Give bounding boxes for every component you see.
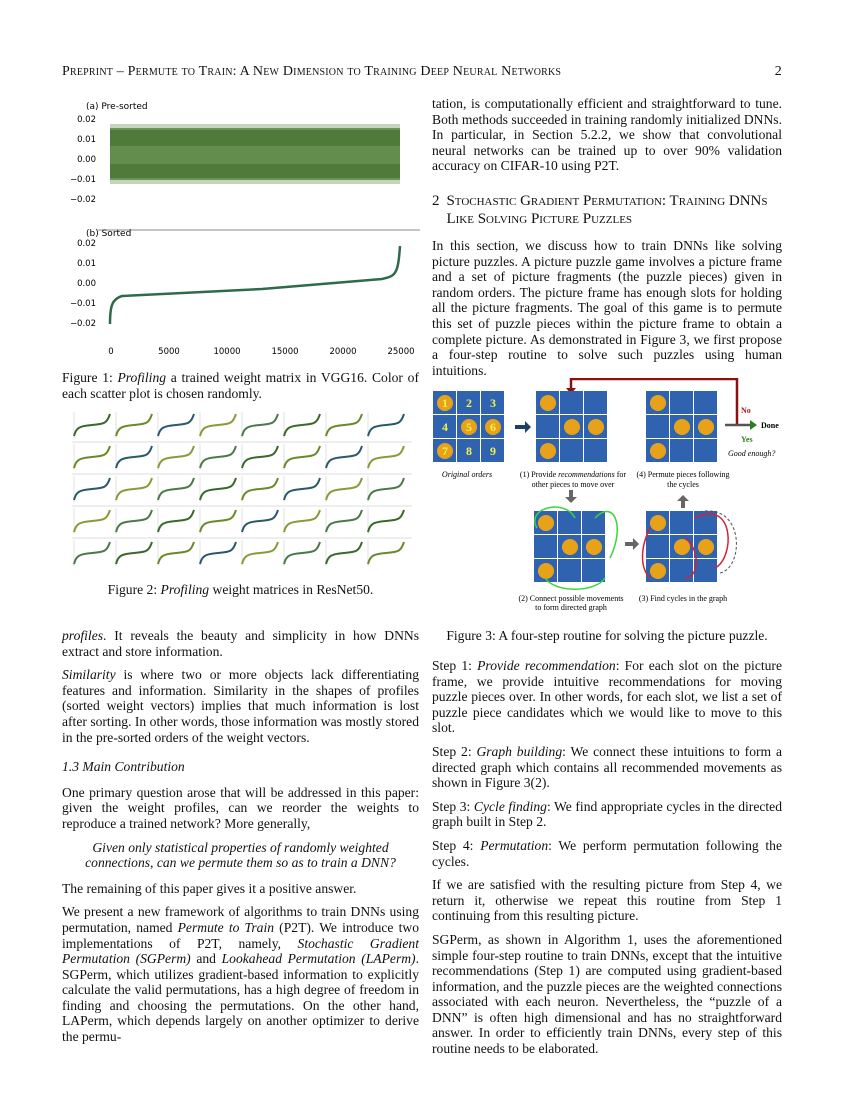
paragraph: One primary question arose that will be addressed in this paper: given the weight profiles, can we reorder the weights to reproduce a trained network? More generally, bbox=[62, 784, 419, 831]
profile-thumbnail bbox=[116, 508, 152, 534]
profile-thumbnail bbox=[200, 444, 236, 470]
svg-text:0.01: 0.01 bbox=[77, 259, 96, 269]
profile-thumbnail bbox=[242, 540, 278, 566]
panel-a-label: (a) Pre-sorted bbox=[86, 102, 148, 112]
svg-text:9: 9 bbox=[490, 444, 496, 458]
step-3: Step 3: Cycle finding: We find appropriate cycles in the directed graph built in Step 2. bbox=[432, 798, 782, 830]
puzzle-directed-graph bbox=[534, 511, 605, 582]
svg-text:3: 3 bbox=[490, 396, 496, 410]
svg-text:to form directed graph: to form directed graph bbox=[535, 603, 607, 612]
profile-thumbnail bbox=[74, 412, 110, 438]
step-4: Step 4: Permutation: We perform permutation following the cycles. bbox=[432, 837, 782, 869]
down-arrow bbox=[565, 490, 577, 503]
profile-thumbnail bbox=[200, 540, 236, 566]
svg-text:4: 4 bbox=[442, 420, 448, 434]
svg-text:5: 5 bbox=[466, 420, 472, 434]
profile-thumbnail bbox=[74, 508, 110, 534]
svg-text:7: 7 bbox=[442, 444, 448, 458]
profile-thumbnail bbox=[74, 444, 110, 470]
profile-thumbnail bbox=[368, 412, 404, 438]
profile-thumbnail bbox=[368, 444, 404, 470]
svg-text:−0.01: −0.01 bbox=[69, 175, 96, 185]
profile-thumbnail bbox=[242, 508, 278, 534]
paragraph: SGPerm, as shown in Algorithm 1, uses the aforementioned simple four-step routine to train DNNs, except that the intuitive recommendations (Step 1) are computed using gradient-based information, and the puzzle pieces are the weighted connections associated with each neuron. Nevertheless, the “puzzle of a DNN” is often high dimensional and has no straightforward answer. In order to efficiently train DNNs, every step of this routine needs to be elaborated. bbox=[432, 931, 782, 1057]
svg-text:Good enough?: Good enough? bbox=[728, 449, 776, 458]
svg-text:other pieces to move over: other pieces to move over bbox=[531, 480, 615, 489]
profile-thumbnail bbox=[74, 476, 110, 502]
figure-2 bbox=[72, 408, 412, 573]
header-title: Preprint – Permute to Train: A New Dimension to Training Deep Neural Networks bbox=[62, 64, 562, 79]
svg-text:0.02: 0.02 bbox=[77, 239, 96, 249]
profile-thumbnail bbox=[116, 412, 152, 438]
svg-text:5000: 5000 bbox=[158, 347, 180, 357]
section-heading: 2 Stochastic Gradient Permutation: Training DNNs Like Solving Picture Puzzles bbox=[432, 192, 768, 227]
svg-text:15000: 15000 bbox=[271, 347, 299, 357]
panel-a-yticks bbox=[70, 115, 96, 205]
paragraph: The remaining of this paper gives it a positive answer. bbox=[62, 880, 357, 896]
profile-thumbnail bbox=[158, 540, 194, 566]
subsection-heading: 1.3 Main Contribution bbox=[62, 759, 185, 775]
profile-thumbnail bbox=[326, 540, 362, 566]
profile-thumbnail bbox=[158, 444, 194, 470]
puzzle-cycles bbox=[646, 511, 717, 582]
profile-thumbnail bbox=[368, 540, 404, 566]
profile-thumbnail bbox=[116, 444, 152, 470]
profile-thumbnail bbox=[326, 476, 362, 502]
svg-text:0.00: 0.00 bbox=[77, 155, 96, 165]
figure-2-caption: Figure 2: Profiling weight matrices in ResNet50. bbox=[107, 582, 374, 597]
svg-text:10000: 10000 bbox=[213, 347, 241, 357]
label-step4: (4) Permute pieces following bbox=[636, 470, 730, 479]
svg-text:the cycles: the cycles bbox=[667, 480, 699, 489]
profile-thumbnail bbox=[284, 412, 320, 438]
figure-1-caption: Figure 1: Profiling a trained weight matrix in VGG16. Color of each scatter plot is chosen randomly. bbox=[62, 370, 419, 401]
paragraph: tation, is computationally efficient and straightforward to tune. Both methods succeeded in training randomly initialized DNNs. In particular, in Section 5.2.2, we show that convolutional neural networks can be trained up to over 90% validation accuracy on CIFAR-10 using P2T. bbox=[432, 96, 782, 174]
right-column-top bbox=[432, 96, 782, 386]
paragraph: If we are satisfied with the resulting picture from Step 4, we return it, otherwise we repeat this routine from Step 1 continuing from this resulting picture. bbox=[432, 877, 782, 924]
research-question: Given only statistical properties of randomly weighted connections, can we permute them so as to train a DNN? bbox=[85, 839, 396, 871]
svg-text:No: No bbox=[741, 406, 751, 415]
svg-text:0.01: 0.01 bbox=[77, 135, 96, 145]
profile-thumbnail bbox=[158, 476, 194, 502]
right-arrow bbox=[515, 421, 531, 433]
svg-text:Done: Done bbox=[761, 421, 779, 430]
profile-thumbnail bbox=[242, 476, 278, 502]
step-1: Step 1: Provide recommendation: For each slot on the picture frame, we provide intuitive recommendations for moving puzzle pieces over. In other words, for each slot, we list a set of puzzle piece candidates which we would like to move to this slot. bbox=[432, 658, 782, 736]
left-column-text bbox=[62, 628, 419, 1053]
svg-text:−0.02: −0.02 bbox=[69, 195, 96, 205]
puzzle-permuted bbox=[646, 391, 717, 462]
profile-thumbnail bbox=[284, 444, 320, 470]
x-axis-ticks bbox=[108, 347, 414, 357]
svg-text:−0.02: −0.02 bbox=[69, 319, 96, 329]
profile-thumbnail bbox=[242, 444, 278, 470]
right-arrow-2 bbox=[625, 538, 639, 550]
profile-thumbnail bbox=[326, 508, 362, 534]
profile-thumbnail bbox=[284, 476, 320, 502]
figure-3-caption: Figure 3: A four-step routine for solving the picture puzzle. bbox=[446, 628, 768, 643]
profile-thumbnail bbox=[116, 476, 152, 502]
profile-thumbnail bbox=[200, 412, 236, 438]
puzzle-original-orders bbox=[433, 391, 504, 462]
panel-b-yticks bbox=[70, 239, 96, 329]
paragraph: profiles. It reveals the beauty and simplicity in how DNNs extract and store information. bbox=[62, 628, 419, 659]
profile-thumbnail bbox=[200, 508, 236, 534]
profile-thumbnail bbox=[326, 444, 362, 470]
svg-text:2: 2 bbox=[466, 396, 472, 410]
figure-1 bbox=[62, 96, 420, 366]
step-2: Step 2: Graph building: We connect these intuitions to form a directed graph which contains all recommended movements as shown in Figure 3(2). bbox=[432, 743, 782, 791]
panel-b-label: (b) Sorted bbox=[86, 229, 132, 239]
profile-thumbnail bbox=[116, 540, 152, 566]
puzzle-recommendations bbox=[536, 391, 607, 462]
profile-thumbnail bbox=[242, 412, 278, 438]
profile-thumbnail bbox=[284, 508, 320, 534]
up-arrow bbox=[677, 495, 689, 508]
running-header bbox=[62, 64, 782, 80]
svg-text:−0.01: −0.01 bbox=[69, 299, 96, 309]
profile-thumbnail bbox=[158, 412, 194, 438]
svg-text:0: 0 bbox=[108, 347, 114, 357]
svg-text:Yes: Yes bbox=[741, 435, 753, 444]
profile-thumbnail bbox=[368, 476, 404, 502]
profile-thumbnail bbox=[326, 412, 362, 438]
paragraph: In this section, we discuss how to train DNNs like solving picture puzzles. A picture puzzle game involves a picture frame and a set of picture fragments (the puzzle pieces) given in random orders. The picture frame has enough slots for holding all the picture fragments. The goal of this game is to permute this set of puzzle pieces within the picture frame to obtain a complete picture. As demonstrated in Figure 3, we first propose a four-step routine to solve such puzzles using human intuitions. bbox=[432, 237, 782, 378]
svg-text:6: 6 bbox=[490, 420, 496, 434]
label-original-orders: Original orders bbox=[441, 470, 493, 479]
svg-text:20000: 20000 bbox=[329, 347, 357, 357]
profile-thumbnail bbox=[368, 508, 404, 534]
figure-3 bbox=[425, 378, 795, 618]
label-step2: (2) Connect possible movements bbox=[518, 594, 624, 603]
profile-thumbnail bbox=[284, 540, 320, 566]
right-column-bottom bbox=[432, 658, 782, 1065]
svg-text:8: 8 bbox=[466, 444, 472, 458]
profile-thumbnail bbox=[158, 508, 194, 534]
paragraph: We present a new framework of algorithms to train DNNs using permutation, named Permute to Train (P2T). We introduce two implementations of P2T, namely, Stochastic Gradient Permutation (SGPerm) and Lookahead Permutation (LAPerm). SGPerm, which utilizes gradient-based information to explicitly calculate the valid permutations, has a high degree of freedom in finding and choosing the permutations. On the other hand, LAPerm, which depends largely on another optimizer to derive the permu- bbox=[62, 904, 419, 1045]
sorted-weight-curve bbox=[110, 246, 400, 324]
svg-text:1: 1 bbox=[442, 396, 448, 410]
label-step3: (3) Find cycles in the graph bbox=[638, 594, 728, 603]
profile-thumbnail bbox=[200, 476, 236, 502]
svg-text:0.02: 0.02 bbox=[77, 115, 96, 125]
label-step1: (1) Provide recommendations for bbox=[519, 470, 627, 479]
paragraph: Similarity is where two or more objects lack differentiating features and information. Similarity in the shapes of profiles (sorted weight vectors) implies that much information is lost after sorting. In other words, those information was mostly stored in the pre-sorted orders of the weight vectors. bbox=[62, 667, 419, 745]
svg-text:25000: 25000 bbox=[387, 347, 415, 357]
svg-text:0.00: 0.00 bbox=[77, 279, 96, 289]
profile-thumbnail bbox=[74, 540, 110, 566]
page-number: 2 bbox=[774, 64, 782, 79]
